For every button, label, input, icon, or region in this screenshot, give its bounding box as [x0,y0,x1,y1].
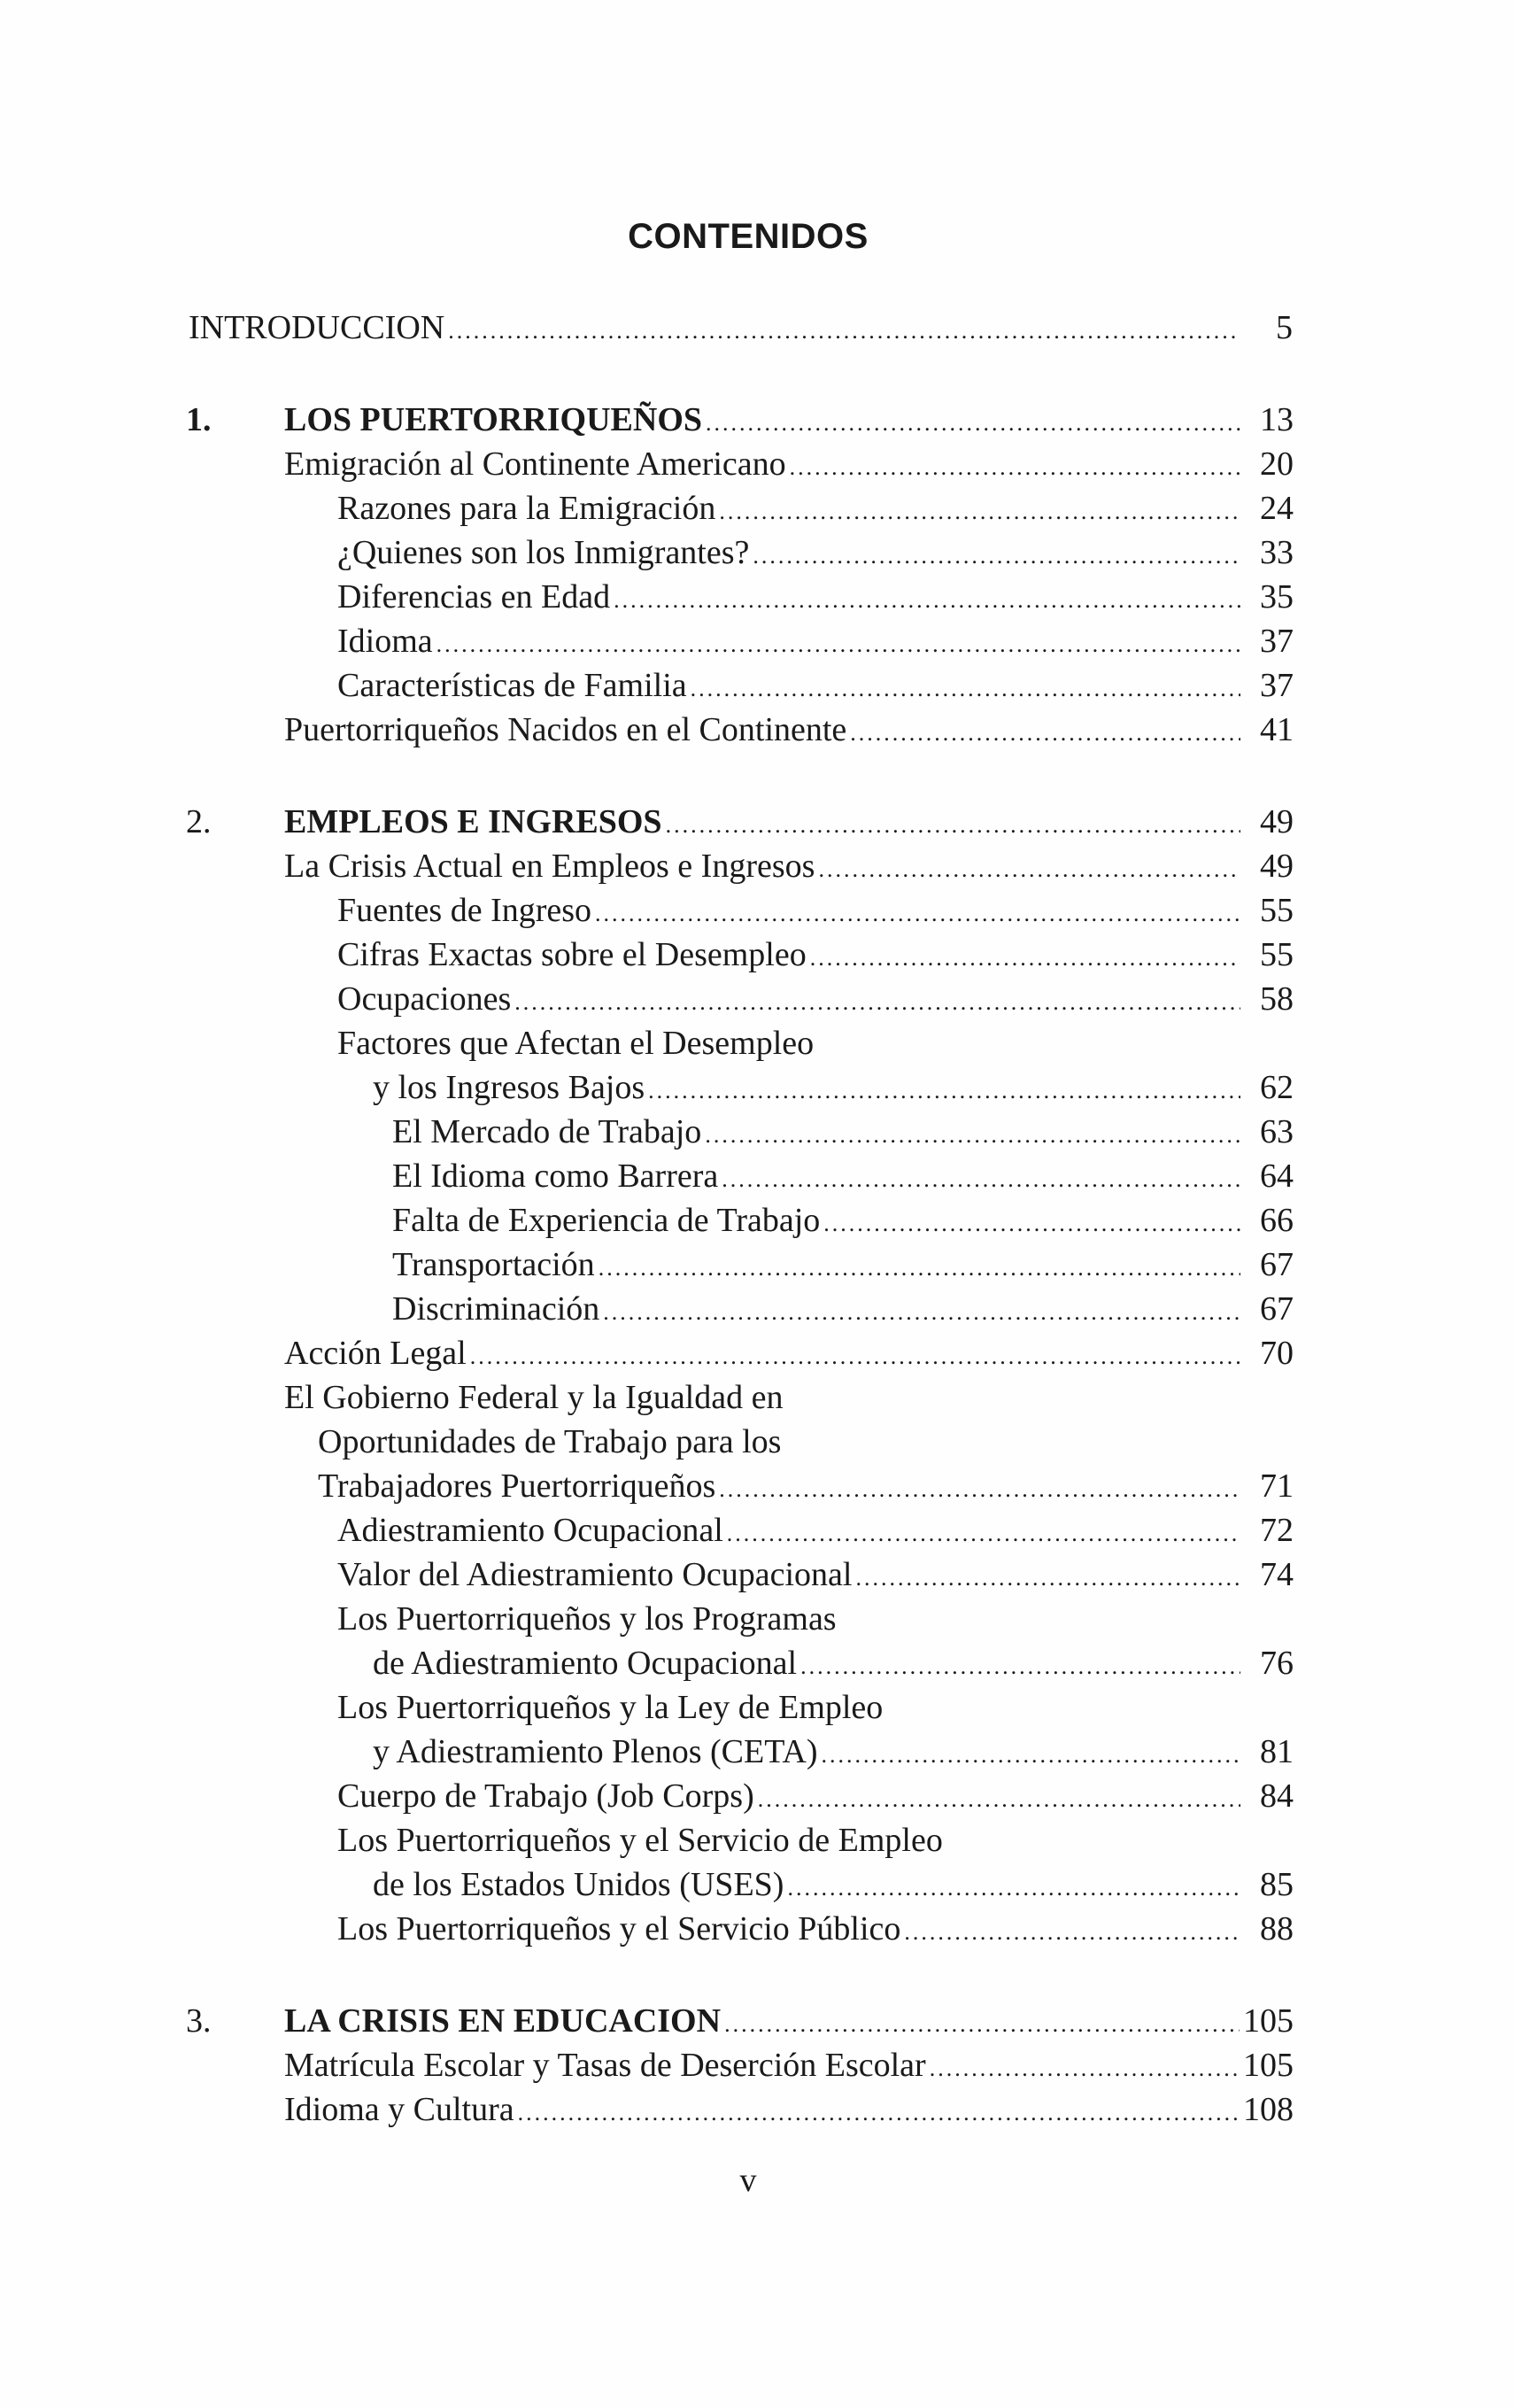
toc-chapter-2 [284,800,1294,844]
toc-entry-label: Los Puertorriqueños y la Ley de Empleo [337,1689,884,1726]
dot-leader [514,980,1240,1025]
toc-entry-label: Falta de Experiencia de Trabajo [392,1202,821,1239]
toc-entry-label: Adiestramiento Ocupacional [337,1512,723,1549]
toc-entry-page: 55 [1260,936,1294,973]
dot-leader [719,1467,1240,1512]
toc-entry [337,1552,1294,1597]
toc-entry-label: Matrícula Escolar y Tasas de Deserción Escolar [284,2047,926,2084]
toc-entry-label: y los Ingresos Bajos [373,1069,645,1106]
toc-entry-page: 66 [1260,1202,1294,1239]
dot-leader [648,1069,1240,1113]
toc-entry-label: INTRODUCCION [189,309,445,346]
toc-entry-label: LOS PUERTORRIQUEÑOS [284,401,703,438]
toc-entry-label: Oportunidades de Trabajo para los [318,1423,782,1460]
toc-entry-page: 72 [1260,1512,1294,1549]
toc-entry [337,1021,1294,1065]
dot-leader [904,1910,1240,1955]
toc-entry-page: 37 [1260,623,1294,660]
toc-entry-page: 55 [1260,892,1294,929]
toc-entry-label: EMPLEOS E INGRESOS [284,803,662,840]
toc-entry-label: LA CRISIS EN EDUCACION [284,2002,722,2040]
toc-entry [337,1597,1294,1641]
toc-entry [337,486,1294,530]
toc-entry-label: Acción Legal [284,1335,467,1372]
toc-entry-label: El Mercado de Trabajo [392,1113,702,1150]
toc-entry-page: 85 [1260,1866,1294,1903]
toc-entry-page: 81 [1260,1733,1294,1770]
toc-entry [337,933,1294,977]
dot-leader [603,1290,1240,1335]
toc-entry-label: Idioma y Cultura [284,2091,514,2128]
toc-entry [337,1685,1294,1730]
toc-entry-label: Los Puertorriqueños y el Servicio Público [337,1910,901,1947]
dot-leader [810,936,1240,980]
toc-entry [337,663,1294,708]
toc-entry-page: 67 [1260,1246,1294,1283]
toc-entry-page: 5 [1276,309,1293,346]
toc-entry [284,1331,1294,1375]
toc-entry-label: La Crisis Actual en Empleos e Ingresos [284,848,815,885]
toc-entry-page: 35 [1260,578,1294,616]
dot-leader [666,803,1240,848]
toc-entry-page: 76 [1260,1645,1294,1682]
dot-leader [753,534,1240,578]
dot-leader [448,309,1240,353]
toc-entry-page: 37 [1260,667,1294,704]
toc-entry-label: Razones para la Emigración [337,490,716,527]
toc-entry [337,530,1294,575]
toc-chapter-3 [284,1999,1294,2043]
toc-entry-page: 62 [1260,1069,1294,1106]
toc-entry [337,977,1294,1021]
toc-entry-page: 20 [1260,445,1294,483]
toc-entry-label: Discriminación [392,1290,600,1328]
toc-entry-page: 64 [1260,1158,1294,1195]
dot-leader [823,1202,1240,1246]
toc-entry [373,1730,1294,1774]
page-number-footer: v [739,2162,757,2199]
dot-leader [758,1777,1240,1822]
page-title: CONTENIDOS [628,217,869,256]
chapter-number: 3. [186,2002,212,2040]
toc-entry [392,1198,1294,1243]
dot-leader [518,2091,1240,2135]
toc-entry-page: 105 [1243,2002,1294,2040]
dot-leader [850,711,1240,755]
toc-entry [373,1641,1294,1685]
toc-entry-label: Los Puertorriqueños y el Servicio de Empleo [337,1822,943,1859]
toc-entry-page: 74 [1260,1556,1294,1593]
toc-entry-page: 63 [1260,1113,1294,1150]
dot-leader [595,892,1240,936]
toc-entry-label: El Gobierno Federal y la Igualdad en [284,1379,784,1416]
dot-leader [722,1158,1240,1202]
toc-entry [284,442,1294,486]
toc-entry-page: 13 [1260,401,1294,438]
dot-leader [930,2047,1240,2091]
dot-leader [727,1512,1240,1556]
toc-entry-label: Ocupaciones [337,980,512,1018]
toc-entry-page: 88 [1260,1910,1294,1947]
toc-entry-label: y Adiestramiento Plenos (CETA) [373,1733,818,1770]
toc-entry [284,1375,1294,1420]
dot-leader [706,401,1240,445]
toc-entry-page: 49 [1260,803,1294,840]
toc-entry [392,1243,1294,1287]
toc-entry-label: Valor del Adiestramiento Ocupacional [337,1556,853,1593]
dot-leader [691,667,1240,711]
chapter-number: 2. [186,803,212,840]
toc-entry-label: Fuentes de Ingreso [337,892,592,929]
dot-leader [705,1113,1240,1158]
dot-leader [790,445,1240,490]
toc-entry-label: Idioma [337,623,433,660]
dot-leader [724,2002,1240,2047]
toc-entry-page: 71 [1260,1467,1294,1505]
dot-leader [719,490,1240,534]
toc-entry-page: 70 [1260,1335,1294,1372]
toc-entry-label: Diferencias en Edad [337,578,611,616]
dot-leader [818,848,1240,892]
toc-entry [392,1154,1294,1198]
toc-entry-label: Puertorriqueños Nacidos en el Continente [284,711,847,748]
toc-entry-label: Los Puertorriqueños y los Programas [337,1600,837,1638]
toc-chapter-1 [284,398,1294,442]
toc-entry-introduccion [189,306,1293,350]
toc-entry-page: 67 [1260,1290,1294,1328]
toc-entry [337,619,1294,663]
dot-leader [470,1335,1240,1379]
toc-entry [392,1287,1294,1331]
toc-entry [318,1464,1294,1508]
toc-entry [318,1420,1294,1464]
toc-entry [337,1774,1294,1818]
dot-leader [599,1246,1240,1290]
toc-entry [337,888,1294,933]
dot-leader [614,578,1240,623]
toc-entry [337,1508,1294,1552]
toc-entry-page: 24 [1260,490,1294,527]
toc-entry [337,575,1294,619]
dot-leader [787,1866,1240,1910]
toc-entry-label: Trabajadores Puertorriqueños [318,1467,716,1505]
toc-entry-label: Emigración al Continente Americano [284,445,786,483]
dot-leader [800,1645,1240,1689]
toc-entry [284,2043,1294,2087]
toc-entry-label: Cifras Exactas sobre el Desempleo [337,936,807,973]
toc-entry-page: 49 [1260,848,1294,885]
toc-entry [337,1818,1294,1862]
toc-entry [284,708,1294,752]
chapter-number: 1. [186,401,212,438]
toc-entry [284,844,1294,888]
toc-entry-label: de Adiestramiento Ocupacional [373,1645,798,1682]
toc-entry-label: El Idioma como Barrera [392,1158,719,1195]
toc-entry [392,1110,1294,1154]
toc-entry-page: 84 [1260,1777,1294,1815]
dot-leader [436,623,1240,667]
toc-entry-label: ¿Quienes son los Inmigrantes? [337,534,750,571]
toc-entry-page: 105 [1243,2047,1294,2084]
dot-leader [855,1556,1240,1600]
toc-entry-page: 108 [1243,2091,1294,2128]
toc-entry-page: 33 [1260,534,1294,571]
toc-entry-label: Características de Familia [337,667,687,704]
toc-entry [284,2087,1294,2132]
toc-entry [337,1907,1294,1951]
dot-leader [822,1733,1241,1777]
toc-entry [373,1065,1294,1110]
toc-entry [373,1862,1294,1907]
toc-entry-page: 58 [1260,980,1294,1018]
toc-entry-page: 41 [1260,711,1294,748]
toc-entry-label: Cuerpo de Trabajo (Job Corps) [337,1777,754,1815]
toc-entry-label: Transportación [392,1246,595,1283]
toc-entry-label: Factores que Afectan el Desempleo [337,1025,815,1062]
toc-entry-label: de los Estados Unidos (USES) [373,1866,784,1903]
